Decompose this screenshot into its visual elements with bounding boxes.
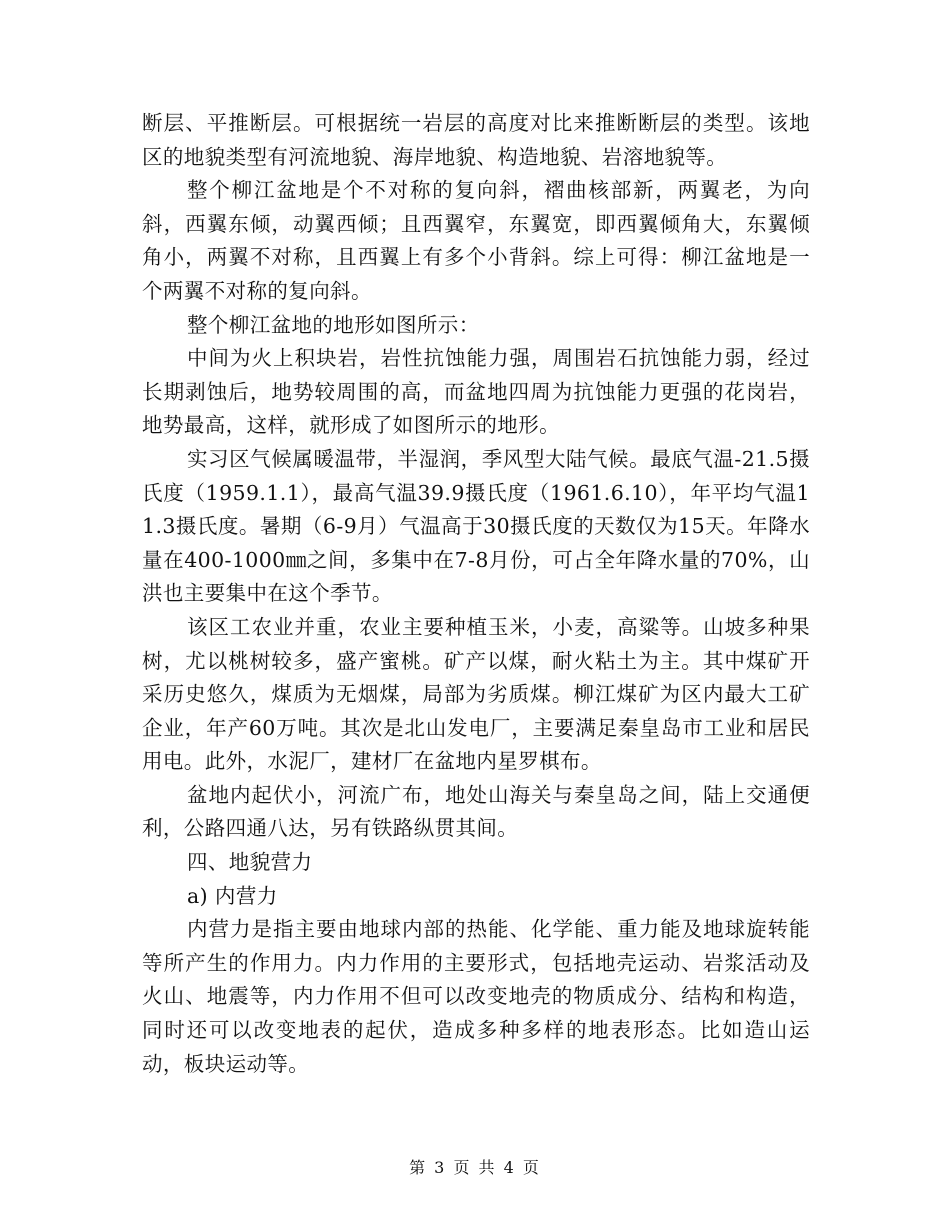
paragraph-industry-agriculture: 该区工农业并重，农业主要种植玉米，小麦，高粱等。山坡多种果树，尤以桃树较多，盛产蜜桃。矿产以煤，耐火粘土为主。其中煤矿开采历史悠久，煤质为无烟煤，局部为劣质煤。柳江煤矿为区内最大工矿企业，年产60万吨。其次是北山发电厂，主要满足秦皇岛市工业和居民用电。此外，水泥厂，建材厂在盆地内星罗棋布。 (142, 614, 810, 774)
subsection-heading-endogenic: a) 内营力 (187, 883, 278, 908)
paragraph-climate: 实习区气候属暖温带，半湿润，季风型大陆气候。最底气温-21.5摄氏度（1959.1.1），最高气温39.9摄氏度（1961.6.10），年平均气温11.3摄氏度。暑期（6-9月）气温高于30摄氏度的天数仅为15天。年降水量在400-1000㎜之间，多集中在7-8月份，可占全年降水量的70%，山洪也主要集中在这个季节。 (142, 446, 810, 606)
paragraph-terrain-description: 中间为火上积块岩，岩性抗蚀能力强，周围岩石抗蚀能力弱，经过长期剥蚀后，地势较周围的高，而盆地四周为抗蚀能力更强的花岗岩，地势最高，这样，就形成了如图所示的地形。 (142, 346, 810, 438)
paragraph-syncline: 整个柳江盆地是个不对称的复向斜，褶曲核部新，两翼老，为向斜，西翼东倾，动翼西倾；且西翼窄，东翼宽，即西翼倾角大，东翼倾角小，两翼不对称，且西翼上有多个小背斜。综上可得：柳江盆地是一个两翼不对称的复向斜。 (142, 178, 810, 303)
section-heading-landform-forces: 四、地貌营力 (187, 850, 313, 875)
document-body (142, 107, 810, 1081)
paragraph-transportation: 盆地内起伏小，河流广布，地处山海关与秦皇岛之间，陆上交通便利，公路四通八达，另有铁路纵贯其间。 (142, 782, 810, 841)
paragraph-endogenic-forces: 内营力是指主要由地球内部的热能、化学能、重力能及地球旋转能等所产生的作用力。内力作用的主要形式，包括地壳运动、岩浆活动及火山、地震等，内力作用不但可以改变地壳的物质成分、结构和构造，同时还可以改变地表的起伏，造成多种多样的地表形态。比如造山运动，板块运动等。 (142, 917, 810, 1076)
page-number-footer: 第 3 页 共 4 页 (409, 1158, 541, 1177)
paragraph-fault-types: 断层、平推断层。可根据统一岩层的高度对比来推断断层的类型。该地区的地貌类型有河流地貌、海岸地貌、构造地貌、岩溶地貌等。 (142, 111, 810, 169)
paragraph-terrain-intro: 整个柳江盆地的地形如图所示： (187, 312, 480, 337)
